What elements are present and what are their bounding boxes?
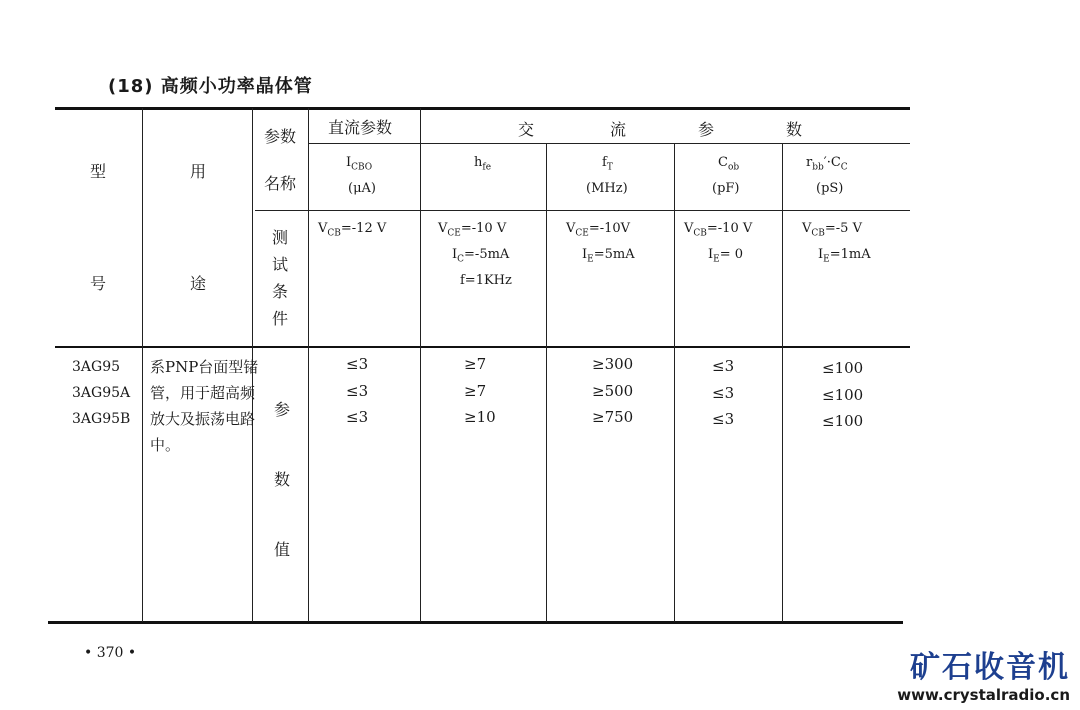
col-line-6 — [674, 144, 675, 622]
watermark-logo — [897, 642, 1070, 704]
test-cond-char-2: 试 — [272, 255, 289, 274]
cell-hfe: ≥10 — [464, 408, 496, 426]
header-rule-1 — [308, 143, 910, 144]
dc-params-header: 直流参数 — [328, 118, 393, 137]
model-3: 3AG95B — [72, 411, 131, 427]
test-cond-char-4: 件 — [272, 309, 289, 328]
model-1: 3AG95 — [72, 359, 121, 375]
cell-hfe: ≥7 — [464, 355, 487, 373]
cond-rbb-1: $V_{CB}=-5$ V — [802, 221, 862, 239]
ac-header-char-4: 数 — [786, 120, 803, 139]
cell-cob: ≤3 — [712, 384, 735, 402]
top-rule — [55, 107, 910, 110]
cell-ft: ≥500 — [592, 382, 634, 400]
cond-icbo: $V_{CB}=-12$ V — [318, 221, 387, 239]
cond-hfe-2: $I_C=-5mA$ — [452, 247, 510, 265]
cell-ft: ≥750 — [592, 408, 634, 426]
param-icbo-unit: (μA) — [348, 181, 376, 196]
value-char-1: 参 — [274, 400, 291, 419]
header-use-bottom: 途 — [190, 274, 207, 293]
param-label-2: 名称 — [264, 174, 297, 193]
ac-header-char-1: 交 — [518, 120, 535, 139]
cond-cob-2: $I_E= 0$ — [708, 247, 744, 265]
table-title: (18) 高频小功率晶体管 — [108, 76, 313, 97]
col-line-5 — [546, 144, 547, 622]
cell-rbb: ≤100 — [822, 412, 864, 430]
cell-cob: ≤3 — [712, 410, 735, 428]
header-use-top: 用 — [190, 162, 207, 181]
param-label-1: 参数 — [264, 127, 297, 146]
purpose-text: 系PNP台面型锗管，用于超高频放大及振荡电路中。 — [150, 358, 259, 454]
cell-icbo: ≤3 — [346, 355, 369, 373]
bottom-rule — [48, 621, 903, 624]
cond-ft-2: $I_E=5mA$ — [582, 247, 635, 265]
cond-hfe-1: $V_{CE}=-10$ V — [438, 221, 507, 239]
model-2: 3AG95A — [72, 385, 131, 401]
param-ft: $f_T$ — [602, 155, 613, 173]
ac-header-char-3: 参 — [698, 120, 715, 139]
cell-icbo: ≤3 — [346, 408, 369, 426]
watermark-cn: 矿石收音机 — [910, 650, 1070, 685]
param-ft-unit: (MHz) — [586, 181, 628, 196]
col-line-1 — [142, 108, 143, 622]
cell-hfe: ≥7 — [464, 382, 487, 400]
param-hfe: $h_{fe}$ — [474, 155, 492, 173]
cell-icbo: ≤3 — [346, 382, 369, 400]
cell-ft: ≥300 — [592, 355, 634, 373]
param-cob-unit: (pF) — [712, 181, 740, 196]
cond-ft-1: $V_{CE}=-10V$ — [566, 221, 631, 239]
test-cond-char-1: 测 — [272, 228, 289, 247]
test-cond-char-3: 条 — [272, 282, 289, 301]
cell-rbb: ≤100 — [822, 386, 864, 404]
cond-rbb-2: $I_E=1mA$ — [818, 247, 871, 265]
param-icbo: $I_{CBO}$ — [346, 155, 373, 173]
page-number: • 370 • — [84, 645, 137, 661]
param-rbb-unit: (pS) — [816, 181, 844, 196]
header-model-bottom: 号 — [90, 274, 107, 293]
value-char-3: 值 — [274, 540, 291, 559]
cell-rbb: ≤100 — [822, 359, 864, 377]
cond-cob-1: $V_{CB}=-10$ V — [684, 221, 753, 239]
col-line-4 — [420, 108, 421, 622]
value-char-2: 数 — [274, 470, 291, 489]
param-cob: $C_{ob}$ — [718, 155, 740, 173]
param-rbb: $r_{bb}'\cdot C_C$ — [806, 155, 848, 173]
ac-header-char-2: 流 — [610, 120, 627, 139]
cond-hfe-3: f=1KHz — [460, 273, 512, 288]
header-model-top: 型 — [90, 162, 107, 181]
col-line-7 — [782, 144, 783, 622]
col-line-3 — [308, 108, 309, 622]
header-rule-2 — [255, 210, 910, 211]
watermark-url: www.crystalradio.cn — [897, 686, 1070, 704]
cell-cob: ≤3 — [712, 357, 735, 375]
